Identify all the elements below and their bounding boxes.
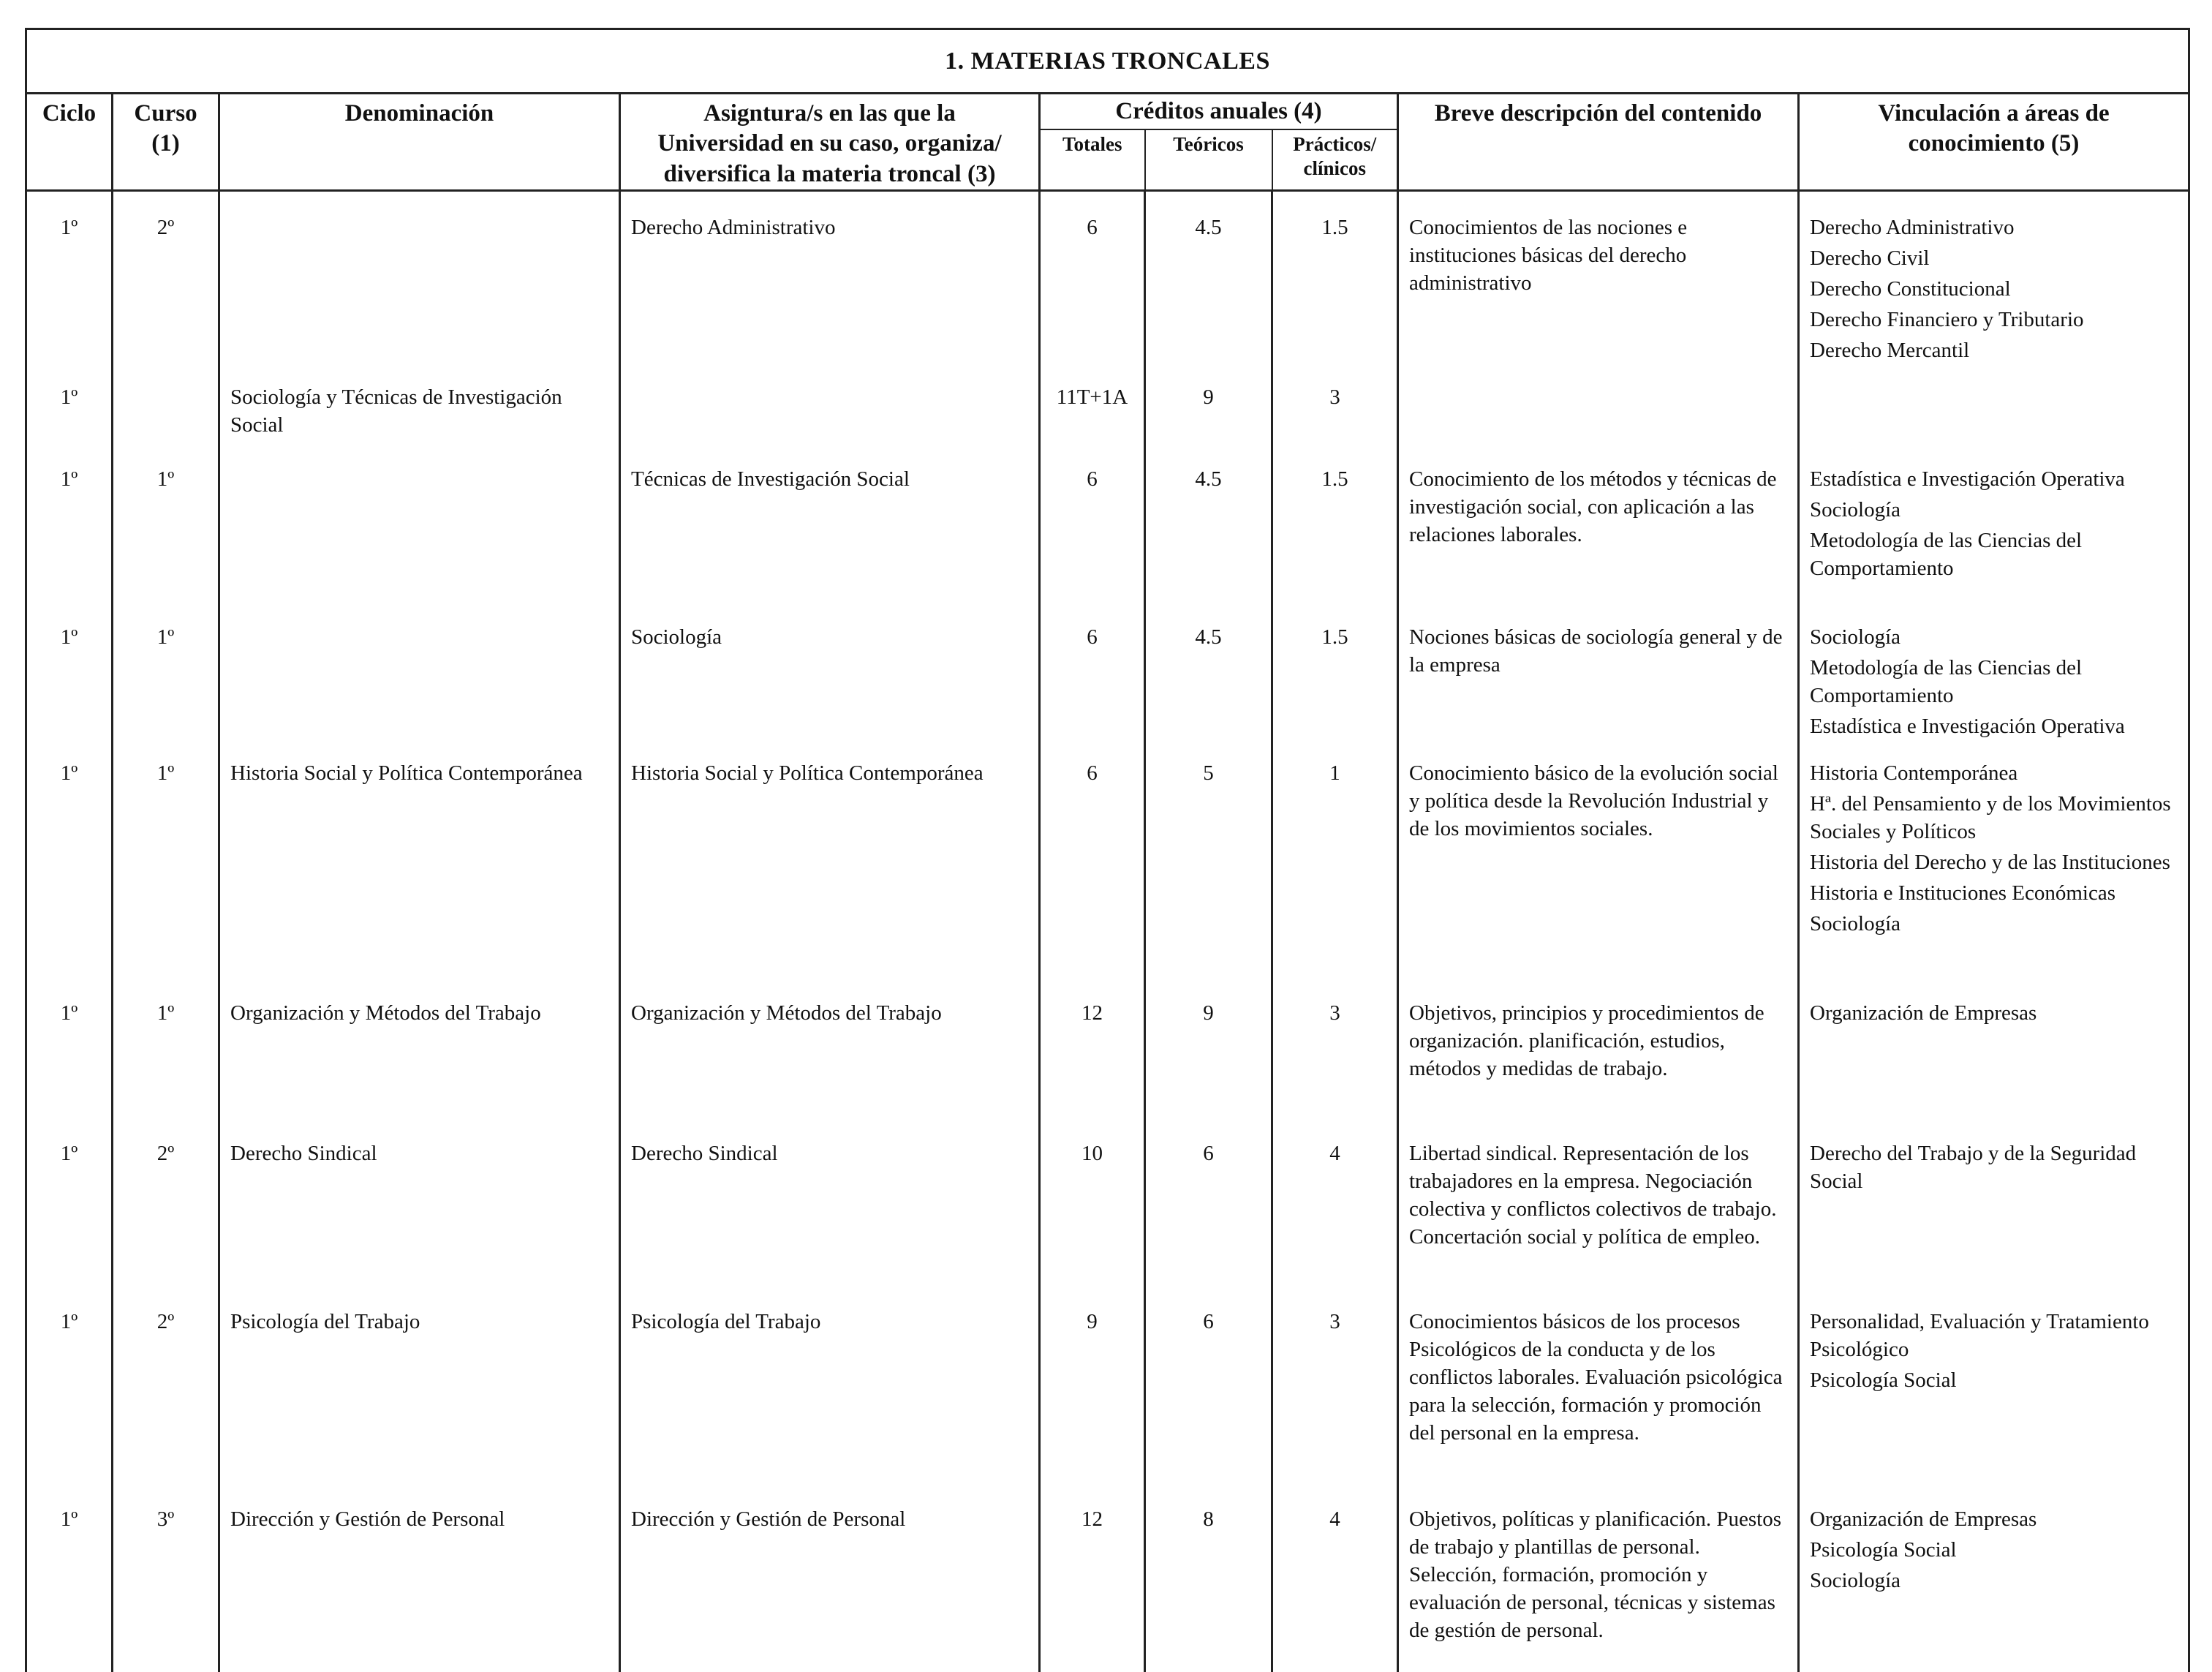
materias-troncales-table bbox=[25, 28, 2190, 1672]
cell-totales: 6 bbox=[1040, 449, 1145, 607]
area-item: Derecho del Trabajo y de la Seguridad Social bbox=[1810, 1142, 2137, 1194]
cell-ciclo: 1º bbox=[26, 367, 113, 449]
cell-practicos: 1.5 bbox=[1272, 197, 1398, 367]
cell-descripcion: Conocimientos básicos de los procesos Psicológicos de la conducta y de los conflictos laborales. Evaluación psicológica para la selección, formación y promoción del personal en la empresa. bbox=[1398, 1292, 1799, 1489]
cell-totales: 6 bbox=[1040, 607, 1145, 743]
cell-areas bbox=[1799, 197, 2189, 367]
cell-denominacion bbox=[219, 449, 620, 607]
table-body bbox=[26, 197, 2189, 1672]
cell-asignatura: Psicología del Trabajo bbox=[620, 1292, 1040, 1489]
cell-practicos: 3 bbox=[1272, 1292, 1398, 1489]
cell-practicos: 1 bbox=[1272, 743, 1398, 983]
header-totales: Totales bbox=[1040, 129, 1145, 190]
cell-curso: 3º bbox=[113, 1489, 219, 1672]
cell-denominacion: Organización y Métodos del Trabajo bbox=[219, 983, 620, 1123]
area-item: Derecho Financiero y Tributario bbox=[1810, 308, 2084, 332]
cell-totales: 6 bbox=[1040, 197, 1145, 367]
table-row bbox=[26, 1292, 2189, 1489]
cell-descripcion: Objetivos, políticas y planificación. Puestos de trabajo y plantillas de personal. Selección, formación, promoción y evaluación de personal, técnicas y sistemas de gestión de personal. bbox=[1398, 1489, 1799, 1672]
cell-practicos: 3 bbox=[1272, 367, 1398, 449]
cell-practicos: 1.5 bbox=[1272, 449, 1398, 607]
cell-teoricos: 6 bbox=[1145, 1292, 1272, 1489]
table-row bbox=[26, 607, 2189, 743]
cell-asignatura: Historia Social y Política Contemporánea bbox=[620, 743, 1040, 983]
cell-ciclo: 1º bbox=[26, 607, 113, 743]
area-item: Derecho Constitucional bbox=[1810, 277, 2011, 301]
cell-teoricos: 4.5 bbox=[1145, 449, 1272, 607]
area-item: Organización de Empresas bbox=[1810, 1001, 2037, 1025]
area-item: Estadística e Investigación Operativa bbox=[1810, 467, 2125, 492]
header-curso bbox=[113, 94, 219, 191]
cell-areas bbox=[1799, 449, 2189, 607]
cell-ciclo: 1º bbox=[26, 1123, 113, 1292]
cell-practicos: 4 bbox=[1272, 1489, 1398, 1672]
cell-ciclo: 1º bbox=[26, 1489, 113, 1672]
table-row bbox=[26, 449, 2189, 607]
table-title: 1. MATERIAS TRONCALES bbox=[26, 29, 2189, 94]
document-page bbox=[25, 28, 2188, 1652]
cell-areas bbox=[1799, 983, 2189, 1123]
cell-practicos: 1.5 bbox=[1272, 607, 1398, 743]
cell-curso: 2º bbox=[113, 1292, 219, 1489]
cell-descripcion: Conocimiento básico de la evolución social y política desde la Revolución Industrial y de los movimientos sociales. bbox=[1398, 743, 1799, 983]
area-item: Hª. del Pensamiento y de los Movimientos Sociales y Políticos bbox=[1810, 792, 2171, 844]
area-item: Sociología bbox=[1810, 912, 1901, 936]
cell-denominacion bbox=[219, 197, 620, 367]
area-item: Sociología bbox=[1810, 498, 1901, 522]
cell-asignatura: Organización y Métodos del Trabajo bbox=[620, 983, 1040, 1123]
area-item: Historia del Derecho y de las Instituciones bbox=[1810, 851, 2170, 875]
table-row bbox=[26, 367, 2189, 449]
header-vinculacion bbox=[1799, 94, 2189, 191]
table-row bbox=[26, 1489, 2189, 1672]
cell-teoricos: 4.5 bbox=[1145, 197, 1272, 367]
cell-asignatura: Sociología bbox=[620, 607, 1040, 743]
header-curso-line1: Curso bbox=[134, 100, 197, 127]
area-item: Psicología Social bbox=[1810, 1538, 1957, 1562]
header-curso-line2: (1) bbox=[151, 130, 180, 157]
cell-denominacion: Psicología del Trabajo bbox=[219, 1292, 620, 1489]
cell-asignatura: Derecho Sindical bbox=[620, 1123, 1040, 1292]
cell-asignatura: Derecho Administrativo bbox=[620, 197, 1040, 367]
header-creditos: Créditos anuales (4) bbox=[1040, 94, 1398, 130]
cell-ciclo: 1º bbox=[26, 1292, 113, 1489]
header-vinculacion-line1: Vinculación a áreas de bbox=[1878, 100, 2110, 127]
cell-ciclo: 1º bbox=[26, 743, 113, 983]
cell-denominacion: Dirección y Gestión de Personal bbox=[219, 1489, 620, 1672]
table-row bbox=[26, 743, 2189, 983]
table-row bbox=[26, 197, 2189, 367]
area-item: Metodología de las Ciencias del Comportamiento bbox=[1810, 656, 2083, 708]
cell-teoricos: 8 bbox=[1145, 1489, 1272, 1672]
cell-denominacion: Derecho Sindical bbox=[219, 1123, 620, 1292]
cell-ciclo: 1º bbox=[26, 983, 113, 1123]
cell-asignatura bbox=[620, 367, 1040, 449]
cell-teoricos: 6 bbox=[1145, 1123, 1272, 1292]
cell-ciclo: 1º bbox=[26, 197, 113, 367]
cell-teoricos: 9 bbox=[1145, 367, 1272, 449]
cell-denominacion: Historia Social y Política Contemporánea bbox=[219, 743, 620, 983]
cell-descripcion: Nociones básicas de sociología general y de la empresa bbox=[1398, 607, 1799, 743]
header-descripcion: Breve descripción del contenido bbox=[1398, 94, 1799, 191]
cell-curso: 1º bbox=[113, 743, 219, 983]
cell-areas bbox=[1799, 1292, 2189, 1489]
cell-ciclo: 1º bbox=[26, 449, 113, 607]
cell-areas bbox=[1799, 1123, 2189, 1292]
area-item: Organización de Empresas bbox=[1810, 1507, 2037, 1532]
cell-areas bbox=[1799, 1489, 2189, 1672]
cell-curso: 2º bbox=[113, 1123, 219, 1292]
area-item: Derecho Civil bbox=[1810, 246, 1930, 271]
cell-denominacion bbox=[219, 607, 620, 743]
cell-curso bbox=[113, 367, 219, 449]
area-item: Sociología bbox=[1810, 625, 1901, 649]
area-item: Historia e Instituciones Económicas bbox=[1810, 881, 2115, 905]
header-practicos: Prácticos/ clínicos bbox=[1272, 129, 1398, 190]
cell-totales: 11T+1A bbox=[1040, 367, 1145, 449]
cell-denominacion: Sociología y Técnicas de Investigación Social bbox=[219, 367, 620, 449]
header-vinculacion-line2: conocimiento (5) bbox=[1908, 130, 2080, 157]
area-item: Metodología de las Ciencias del Comportamiento bbox=[1810, 529, 2083, 581]
cell-curso: 2º bbox=[113, 197, 219, 367]
cell-curso: 1º bbox=[113, 983, 219, 1123]
area-item: Personalidad, Evaluación y Tratamiento Psicológico bbox=[1810, 1310, 2149, 1362]
cell-descripcion: Conocimiento de los métodos y técnicas de investigación social, con aplicación a las relaciones laborales. bbox=[1398, 449, 1799, 607]
area-item: Sociología bbox=[1810, 1569, 1901, 1593]
header-asignaturas: Asigntura/s en las que la Universidad en su caso, organiza/ diversifica la materia troncal (3) bbox=[620, 94, 1040, 191]
cell-areas bbox=[1799, 367, 2189, 449]
table-row bbox=[26, 983, 2189, 1123]
cell-curso: 1º bbox=[113, 607, 219, 743]
area-item: Derecho Administrativo bbox=[1810, 216, 2015, 240]
area-item: Historia Contemporánea bbox=[1810, 761, 2018, 786]
header-teoricos: Teóricos bbox=[1145, 129, 1272, 190]
cell-asignatura: Técnicas de Investigación Social bbox=[620, 449, 1040, 607]
cell-totales: 12 bbox=[1040, 1489, 1145, 1672]
cell-descripcion: Libertad sindical. Representación de los trabajadores en la empresa. Negociación colectiva y conflictos colectivos de trabajo. Concertación social y política de empleo. bbox=[1398, 1123, 1799, 1292]
cell-curso: 1º bbox=[113, 449, 219, 607]
cell-practicos: 4 bbox=[1272, 1123, 1398, 1292]
cell-totales: 6 bbox=[1040, 743, 1145, 983]
cell-areas bbox=[1799, 607, 2189, 743]
cell-descripcion bbox=[1398, 367, 1799, 449]
cell-totales: 12 bbox=[1040, 983, 1145, 1123]
table-row bbox=[26, 1123, 2189, 1292]
cell-descripcion: Conocimientos de las nociones e instituciones básicas del derecho administrativo bbox=[1398, 197, 1799, 367]
header-denominacion: Denominación bbox=[219, 94, 620, 191]
cell-totales: 9 bbox=[1040, 1292, 1145, 1489]
header-ciclo: Ciclo bbox=[26, 94, 113, 191]
cell-areas bbox=[1799, 743, 2189, 983]
cell-teoricos: 4.5 bbox=[1145, 607, 1272, 743]
cell-teoricos: 9 bbox=[1145, 983, 1272, 1123]
area-item: Psicología Social bbox=[1810, 1368, 1957, 1393]
cell-asignatura: Dirección y Gestión de Personal bbox=[620, 1489, 1040, 1672]
cell-teoricos: 5 bbox=[1145, 743, 1272, 983]
area-item: Estadística e Investigación Operativa bbox=[1810, 715, 2125, 739]
cell-descripcion: Objetivos, principios y procedimientos de organización. planificación, estudios, métodos y medidas de trabajo. bbox=[1398, 983, 1799, 1123]
cell-practicos: 3 bbox=[1272, 983, 1398, 1123]
area-item: Derecho Mercantil bbox=[1810, 339, 1970, 363]
cell-totales: 10 bbox=[1040, 1123, 1145, 1292]
